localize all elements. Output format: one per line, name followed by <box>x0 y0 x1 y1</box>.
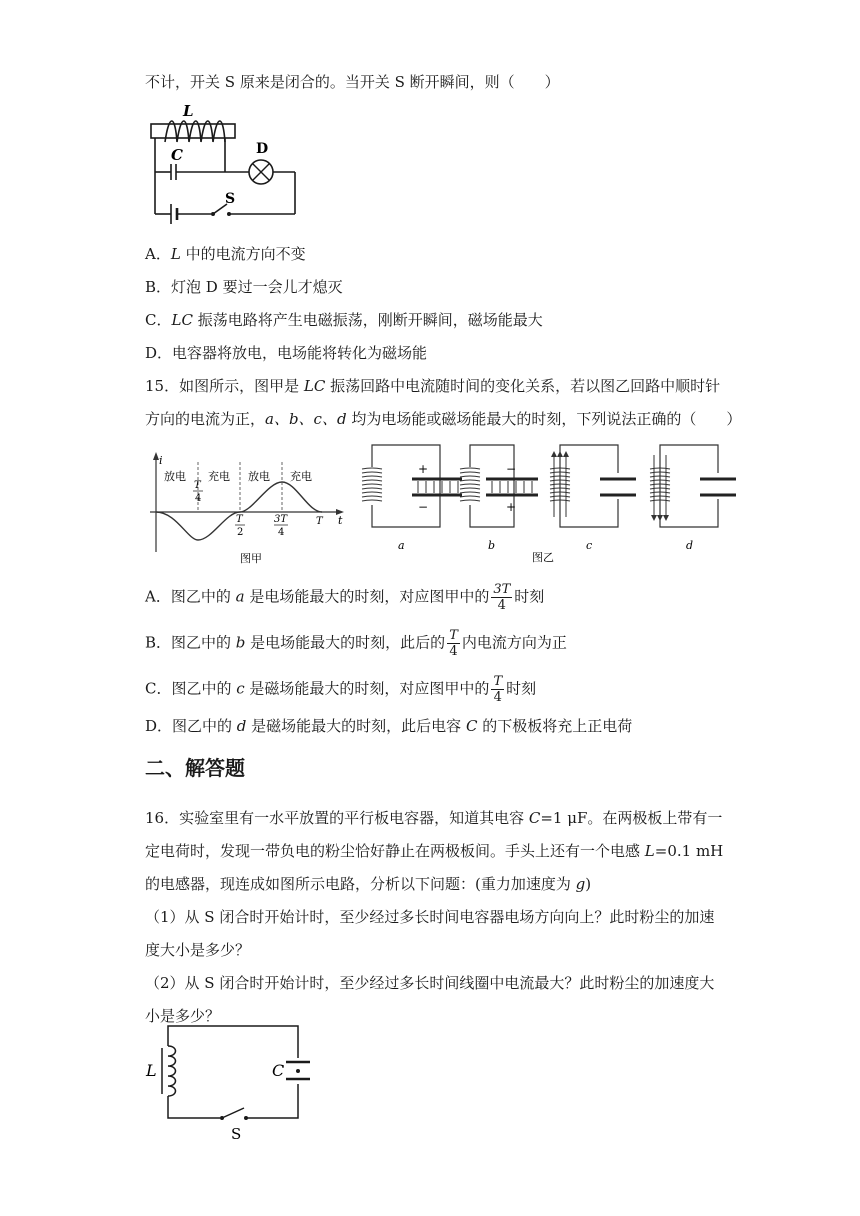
q14-option-d: D．电容器将放电，电场能将转化为磁场能 <box>145 344 428 362</box>
q16-part1-line2: 度大小是多少？ <box>145 941 251 959</box>
q14-option-a: A．L 中的电流方向不变 <box>145 245 306 263</box>
q16-line3: 的电感器，现连成如图所示电路，分析以下问题：(重力加速度为 g) <box>145 875 592 893</box>
q14-label-L: L <box>183 102 194 120</box>
q15-option-b: B．图乙中的 b 是电场能最大的时刻，此后的 $\frac{T}{4}$ 内电流方向为正 <box>145 628 567 659</box>
tick-3T4-den: 4 <box>278 527 285 538</box>
tick-3T4-num: 3T <box>274 514 288 525</box>
q16-part1-line1: （1）从 S 闭合时开始计时，至少经过多长时间电容器电场方向向上？此时粉尘的加速 <box>145 908 715 926</box>
q14-option-b: B．灯泡 D 要过一会儿才熄灭 <box>145 278 343 296</box>
q15-figure-jia <box>148 450 348 570</box>
tick-T: T <box>316 516 323 527</box>
axis-t-label: t <box>338 514 343 527</box>
q15-stem-line1: 15．如图所示，图甲是 LC 振荡回路中电流随时间的变化关系，若以图乙回路中顺时针 <box>145 377 721 395</box>
panel-b <box>460 445 538 552</box>
q14-circuit-figure <box>145 100 305 220</box>
q14-label-S: S <box>225 191 236 207</box>
q14-stem-tail: 不计，开关 S 原来是闭合的。当开关 S 断开瞬间，则（ ） <box>145 73 560 91</box>
panel-a-label: a <box>398 539 405 552</box>
phase-label-3: 放电 <box>248 470 270 483</box>
panel-a-minus: − <box>418 500 429 514</box>
phase-label-2: 充电 <box>208 470 230 483</box>
q15-option-d: D．图乙中的 d 是磁场能最大的时刻，此后电容 C 的下极板将充上正电荷 <box>145 717 633 735</box>
caption-jia: 图甲 <box>240 552 262 565</box>
panel-b-plus: + <box>506 500 517 514</box>
q14-option-c: C．LC 振荡电路将产生电磁振荡，刚断开瞬间，磁场能最大 <box>145 311 543 329</box>
tick-T2-num: T <box>236 514 243 525</box>
q16-label-C: C <box>272 1061 285 1080</box>
panel-b-minus: − <box>506 462 517 476</box>
caption-yi: 图乙 <box>532 551 554 564</box>
q15-figure-yi <box>358 443 738 568</box>
panel-d <box>650 445 736 552</box>
section-title: 二、解答题 <box>145 756 245 780</box>
q16-part2-line2: 小是多少？ <box>145 1007 221 1025</box>
q16-label-L: L <box>146 1061 157 1080</box>
q15-stem-line2: 方向的电流为正，a、b、c、d 均为电场能或磁场能最大的时刻，下列说法正确的（ ） <box>145 410 742 428</box>
q16-circuit-figure <box>144 1022 314 1142</box>
panel-c <box>550 445 636 552</box>
q16-part2-line1: （2）从 S 闭合时开始计时，至少经过多长时间线圈中电流最大？此时粉尘的加速度大 <box>145 974 715 992</box>
panel-d-label: d <box>686 539 694 552</box>
tick-T2-den: 2 <box>237 527 244 538</box>
panel-a-plus: + <box>418 462 429 476</box>
q16-line1: 16．实验室里有一水平放置的平行板电容器，知道其电容 C=1 μF。在两极板上带有一 <box>145 809 723 827</box>
tick-T4-den: 4 <box>195 493 202 504</box>
q15-option-a: A．图乙中的 a 是电场能最大的时刻，对应图甲中的 $\frac{3T}{4}$ 时刻 <box>145 582 545 613</box>
phase-label-1: 放电 <box>164 470 186 483</box>
panel-b-label: b <box>488 539 496 552</box>
q14-label-D: D <box>256 141 269 157</box>
q16-line2: 定电荷时，发现一带负电的粉尘恰好静止在两极板间。手头上还有一个电感 L=0.1 mH <box>145 842 724 860</box>
q14-label-C: C <box>171 146 183 164</box>
panel-c-label: c <box>586 539 593 552</box>
q15-option-c: C．图乙中的 c 是磁场能最大的时刻，对应图甲中的 $\frac{T}{4}$ 时刻 <box>145 674 537 705</box>
q16-label-S: S <box>231 1125 242 1143</box>
axis-i-label: i <box>159 454 163 467</box>
phase-label-4: 充电 <box>290 470 312 483</box>
tick-T4-num: T <box>194 480 201 491</box>
panel-a <box>362 445 462 552</box>
